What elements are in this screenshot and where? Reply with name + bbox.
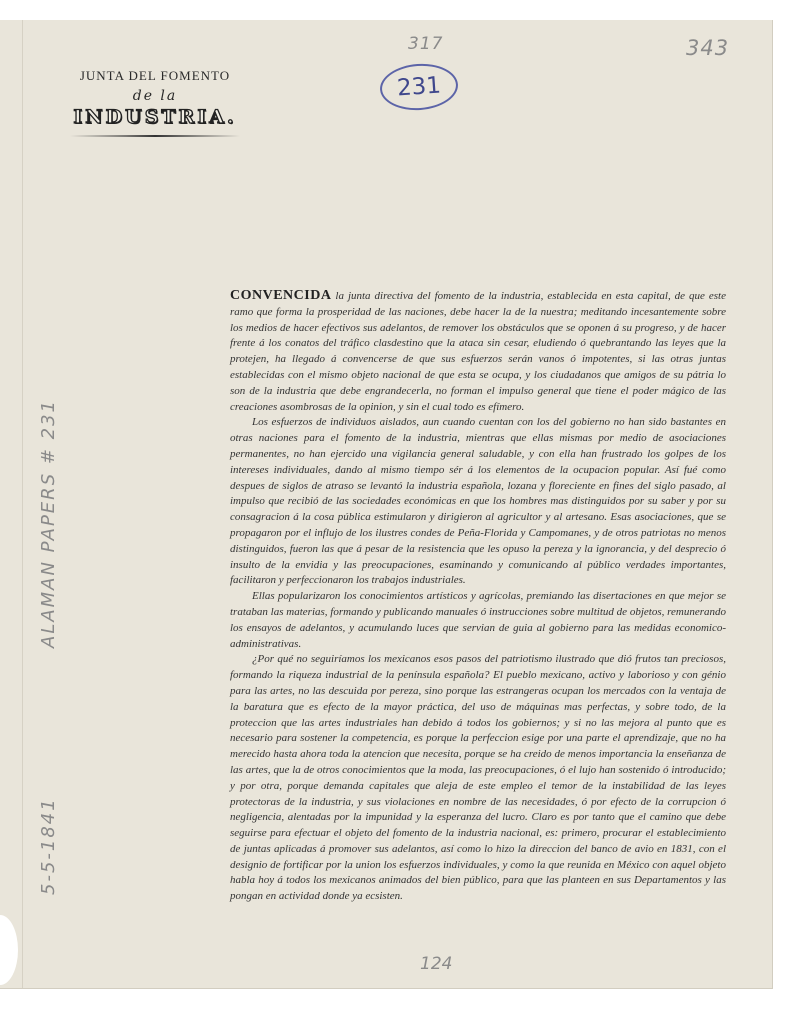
masthead-line2: de la: [132, 88, 178, 104]
handwritten-corner-number: 343: [686, 36, 730, 60]
handwritten-bottom-number: 124: [420, 954, 453, 974]
paragraph-1-text: la junta directiva del fomento de la industria, establecida en esta capital, de que este ramo que forma la prosperidad de las naciones, debe hacer la de la nuestra; meditando incesantemente sobre los medios de hacer efectivos sus adelantos, de remover los obstáculos que se oponen á su progreso, y de hacer frente á los conatos del tráfico clasdestino que la ataca sin cesar, eludiendo ó quebrantando las leyes que la protejen, ha llegado á convencerse de que sus esfuerzos serán vanos ó impotentes, si las otras juntas establecidas con el mismo objeto nacional de que esta se ocupa, y los ciudadanos que amigos de su pátria lo son de la industria que debe engrandecerla, no forman el impulso general que tiene el poder mágico de las creaciones asombrosas de la opinion, y sin el cual todo es efímero.: [230, 290, 726, 413]
masthead-ornament-rule: [70, 134, 240, 138]
masthead: [60, 68, 250, 138]
paragraph-3: Ellas popularizaron los conocimientos artísticos y agrícolas, premiando las disertaciones en que mejor se trataban las materias, formando y publicando manuales ó instrucciones sobre multitud de objetos, remunerando los ensayos de adelantos, y acumulando luces que servian de guia al gobierno para las medidas economico-administrativas.: [230, 590, 726, 650]
paragraph-2: Los esfuerzos de individuos aislados, aun cuando cuentan con los del gobierno no han sido bastantes en otras naciones para el fomento de la industria, mientras que ellas mismas por medio de asociaciones permanentes, no han ejercido una vigilancia general saludable, y con ella han frustrado los golpes de los intereses individuales, dando al mismo tiempo sér á los elementos de la ocupacion popular. Así fué como despues de siglos de atraso se levantó la industria española, lozana y floreciente en fines del siglo pasado, al impulso que recibió de las sociedades económicas en que los hombres mas distinguidos por su saber y por su consagracion á la cosa pública estimularon y dirigieron al agricultor y al artesano. Esas asociaciones, que se propagaron por el influjo de los ilustres condes de Peña-Florida y Campomanes, y de otros patriotas no menos distinguidos, fueron las que á pesar de la resistencia que les opuso la pereza y la ignorancia, y del desprecio ó insulto de la envidia y las preocupaciones, esaminando y comunicando al público verdades importantes, facilitaron y perfeccionaron los trabajos industriales.: [230, 416, 726, 587]
paragraph-4: ¿Por qué no seguiríamos los mexicanos esos pasos del patriotismo ilustrado que dió frutos tan preciosos, formando la riqueza industrial de la península española? El pueblo mexicano, activo y laborioso y con génio para las artes, no las descuida por pereza, sino porque las estrangeras ocupan los mercados con la ventaja de la baratura que es efecto de la mayor práctica, del uso de máquinas mas perfectas, y sobre todo, de la proteccion que las artes industriales han debido á todos los gobiernos; y si no las mejora al punto que es necesario para sostener la competencia, es porque la perfeccion esige por una parte el aprendizaje, que no ha merecido hasta ahora toda la atencion que necesita, porque se ha creido de menos importancia la enseñanza de las artes, que la de otros conocimientos que la moda, las preocupaciones, ó el lujo han sostenido ó introducido; y por otra, porque demanda capitales que aleja de este empleo el temor de la instabilidad de las leyes protectoras de la industria, y sus violaciones en nombre de las necesidades, ó por efecto de la corrupcion ó negligencia, alentadas por la impunidad y la esperanza del lucro. Claro es por tanto que el camino que debe seguirse para efectuar el objeto del fomento de la industria nacional, es: primero, procurar el establecimiento de juntas aplicadas á promover sus adelantos, así como lo hizo la direccion del banco de avio en 1831, con el designio de fortificar por la union los esfuerzos individuales, y como la que reunida en México con aquel objeto habla hoy á todos los mexicanos animados del bien público, para que las planteen en sus Departamentos y las pongan en actividad donde ya ecsisten.: [230, 653, 726, 903]
masthead-line3: INDUSTRIA.: [73, 106, 237, 128]
masthead-line1: JUNTA DEL FOMENTO: [79, 68, 231, 83]
circled-document-number: 231: [378, 61, 459, 112]
document-body: [230, 288, 726, 905]
margin-collection-note: ALAMAN PAPERS # 231: [38, 399, 59, 648]
paragraph-1: [230, 288, 726, 415]
margin-date: 5-5-1841: [38, 797, 59, 895]
fold-line: [22, 20, 23, 988]
handwritten-top-number: 317: [408, 34, 444, 54]
lead-word: CONVENCIDA: [230, 288, 332, 303]
